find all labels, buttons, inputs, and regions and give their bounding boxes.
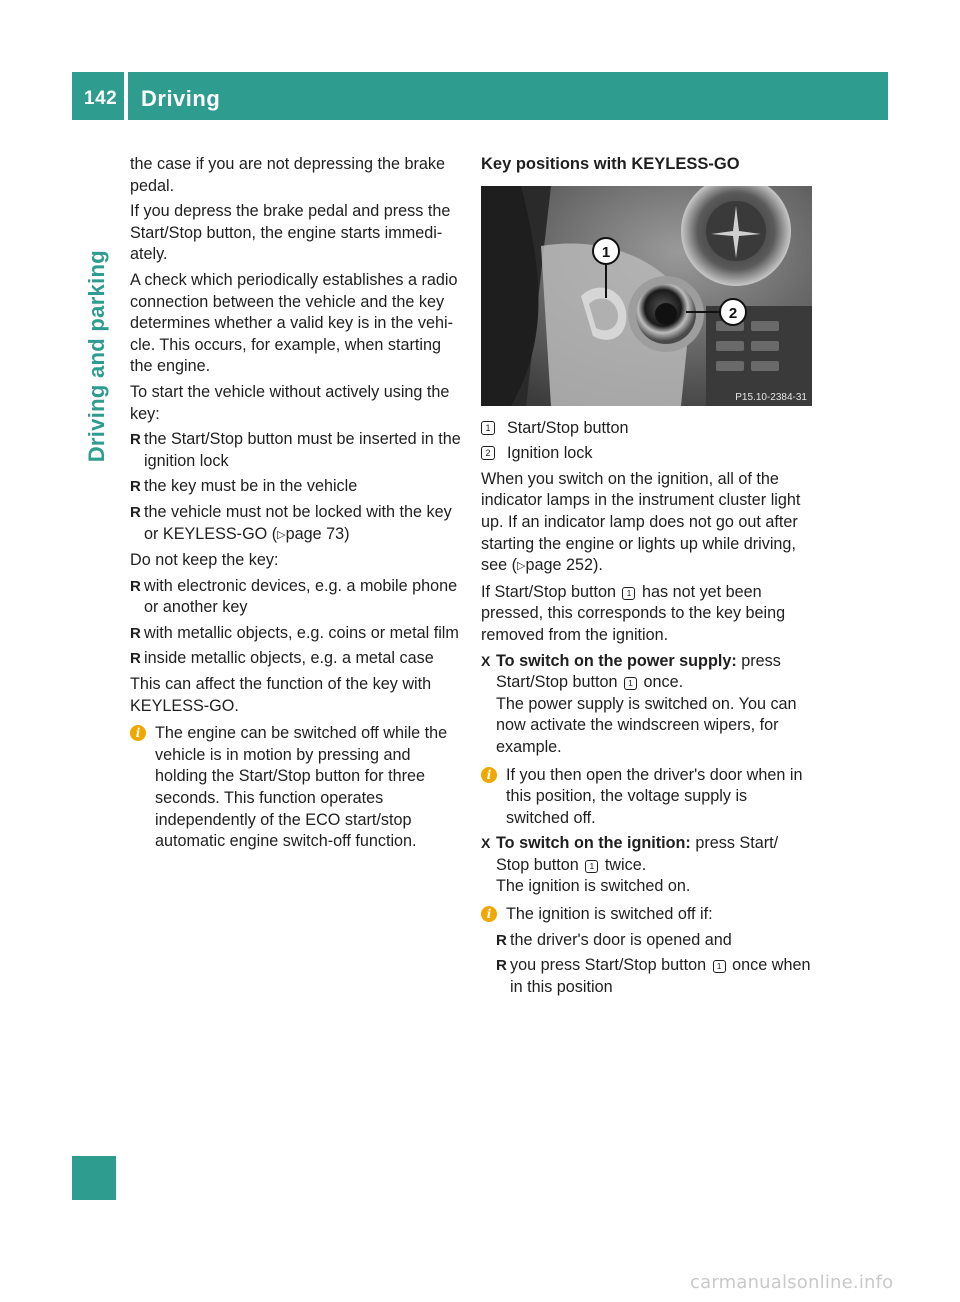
callout-1: 1 bbox=[601, 243, 611, 261]
list-item: R the key must be in the vehicle bbox=[130, 476, 462, 498]
bullet-icon: R bbox=[130, 577, 141, 595]
info-note bbox=[481, 765, 814, 830]
list-item: R the Start/Stop button must be inserted in the ignition lock bbox=[130, 430, 461, 470]
paragraph: This can affect the function of the key with KEYLESS-GO. bbox=[130, 675, 432, 715]
bullet-icon: R bbox=[130, 624, 141, 642]
bullet-icon: R bbox=[496, 957, 507, 975]
bullet-icon: R bbox=[130, 431, 141, 449]
side-tab-marker bbox=[72, 1156, 116, 1200]
figure-code: P15.10-2384-31 bbox=[735, 391, 807, 403]
instruction-arrow-icon: X bbox=[481, 652, 491, 669]
dashboard-illustration bbox=[481, 186, 812, 406]
paragraph: the case if you are not depressing the brake pedal. bbox=[130, 155, 445, 195]
page-number: 142 bbox=[84, 88, 118, 109]
number-1-icon: 1 bbox=[481, 421, 495, 435]
number-1-icon: 1 bbox=[585, 860, 598, 873]
page-ref-link[interactable]: page 73) bbox=[285, 524, 350, 543]
section-title: Driving bbox=[141, 86, 221, 111]
bullet-icon: R bbox=[496, 931, 507, 949]
header-divider bbox=[124, 72, 128, 120]
right-column bbox=[481, 154, 814, 1002]
list-item: R you press Start/Stop button 1 once when in this position bbox=[496, 956, 811, 996]
instruction-arrow-icon: X bbox=[481, 835, 491, 852]
note-text: If you then open the driver's door when in this position, the voltage supply is switched off. bbox=[506, 765, 803, 827]
info-note bbox=[481, 904, 814, 926]
instruction-step: X To switch on the power supply: press Start/Stop button 1 once. The power supply is switched on. You can now activate the windscreen wipers, for example. bbox=[481, 651, 797, 756]
instruction-result: The ignition is switched on. bbox=[496, 877, 691, 896]
list-item: R the driver's door is opened and bbox=[481, 930, 814, 952]
list-item: R inside metallic objects, e.g. a metal case bbox=[130, 648, 462, 670]
number-1-icon: 1 bbox=[624, 677, 637, 690]
info-icon: i bbox=[130, 725, 146, 741]
list-item: R the vehicle must not be locked with the key or KEYLESS-GO (▷page 73) bbox=[130, 502, 452, 543]
number-1-icon: 1 bbox=[713, 960, 726, 973]
paragraph: Do not keep the key: bbox=[130, 551, 279, 570]
info-icon: i bbox=[481, 767, 497, 783]
paragraph: If Start/Stop button 1 has not yet been pressed, this corresponds to the key being removed from the ignition. bbox=[481, 582, 786, 644]
instruction-step: X To switch on the ignition: press Start/ Stop button 1 twice. The ignition is switched on. bbox=[481, 834, 779, 896]
page-ref-arrow-icon: ▷ bbox=[277, 528, 286, 541]
bullet-icon: R bbox=[130, 478, 141, 496]
paragraph: To start the vehicle without actively using the key: bbox=[130, 382, 450, 423]
left-column bbox=[130, 154, 462, 857]
page-ref-arrow-icon: ▷ bbox=[517, 560, 526, 573]
number-2-icon: 2 bbox=[481, 446, 495, 460]
bullet-icon: R bbox=[130, 503, 141, 521]
legend-item: 2 Ignition lock bbox=[481, 443, 814, 465]
list-item: R with electronic devices, e.g. a mobile phone or another key bbox=[130, 576, 458, 617]
watermark: carmanualsonline.info bbox=[690, 1272, 894, 1293]
page-ref-link[interactable]: page 252). bbox=[525, 556, 603, 575]
dashboard-figure bbox=[481, 186, 812, 406]
bullet-icon: R bbox=[130, 650, 141, 668]
instruction-result: The power supply is switched on. You can now activate the windscreen wipers, for example. bbox=[496, 694, 797, 756]
info-icon: i bbox=[481, 906, 497, 922]
number-1-icon: 1 bbox=[622, 587, 635, 600]
section-heading: Key positions with KEYLESS-GO bbox=[481, 155, 740, 173]
note-text: The ignition is switched off if: bbox=[506, 905, 713, 924]
paragraph: When you switch on the ignition, all of the indicator lamps in the instrument cluster light up. If an indicator lamp does not go out after starting the engine or lights up while driving, see (▷page 252). bbox=[481, 469, 801, 575]
legend-item: 1 Start/Stop button bbox=[481, 418, 814, 440]
paragraph: A check which periodically establishes a radio connection between the vehicle and the key determines whether a valid key is in the vehi-cle. This occurs, for example, when starting the engine. bbox=[130, 270, 458, 376]
list-item: R with metallic objects, e.g. coins or metal film bbox=[130, 623, 462, 645]
note-text: The engine can be switched off while the vehicle is in motion by pressing and holding the Start/Stop button for three seconds. This function operates independently of the ECO start/stop automatic engine switch-off function. bbox=[155, 724, 448, 851]
paragraph: If you depress the brake pedal and press the Start/Stop button, the engine starts immedi-ately. bbox=[130, 202, 451, 264]
info-note bbox=[130, 723, 462, 853]
callout-2: 2 bbox=[728, 304, 738, 322]
side-tab-label: Driving and parking bbox=[84, 250, 109, 463]
